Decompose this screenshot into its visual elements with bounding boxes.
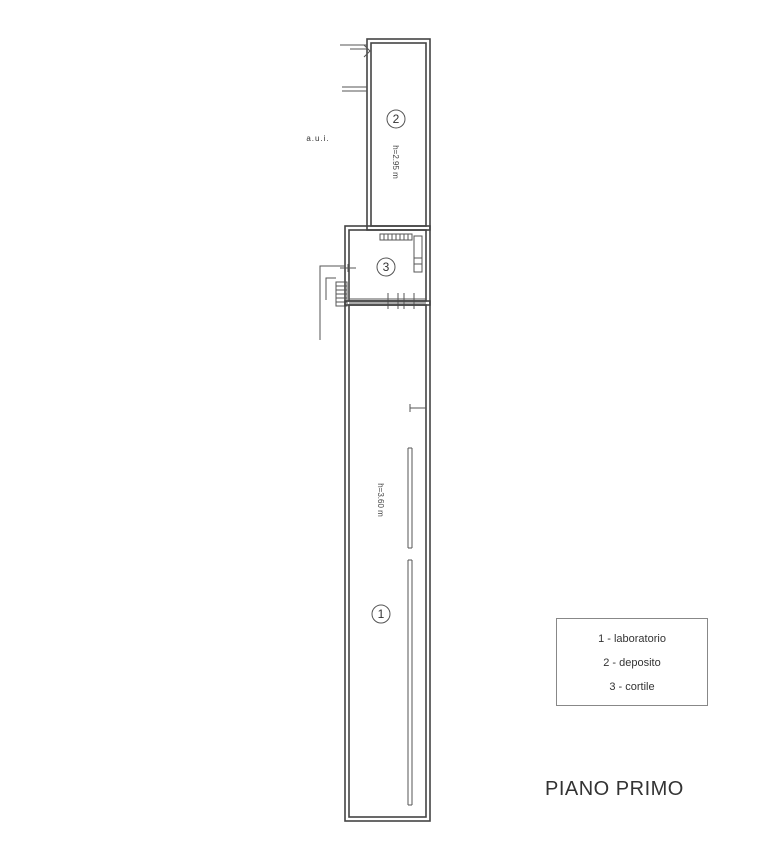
room-3-cortile — [320, 226, 430, 340]
room-1-height-label: h=3.60 m — [376, 483, 385, 517]
plan-title: PIANO PRIMO — [545, 778, 684, 800]
room-number-3: 3 — [382, 260, 390, 274]
room-2-deposito — [340, 39, 430, 230]
room-number-1: 1 — [377, 607, 385, 621]
neighbor-label: a.u.i. — [306, 134, 330, 143]
room-marker-2 — [387, 110, 405, 128]
legend-item-cortile: 3 - cortile — [609, 681, 655, 693]
room-marker-1 — [372, 605, 390, 623]
legend-item-deposito: 2 - deposito — [603, 657, 661, 669]
room-number-2: 2 — [392, 112, 400, 126]
room-marker-3 — [377, 258, 395, 276]
room-1-laboratorio — [345, 301, 430, 821]
legend-item-laboratorio: 1 - laboratorio — [598, 633, 666, 645]
legend-box — [556, 618, 708, 706]
room-2-height-label: h=2.95 m — [391, 145, 400, 179]
